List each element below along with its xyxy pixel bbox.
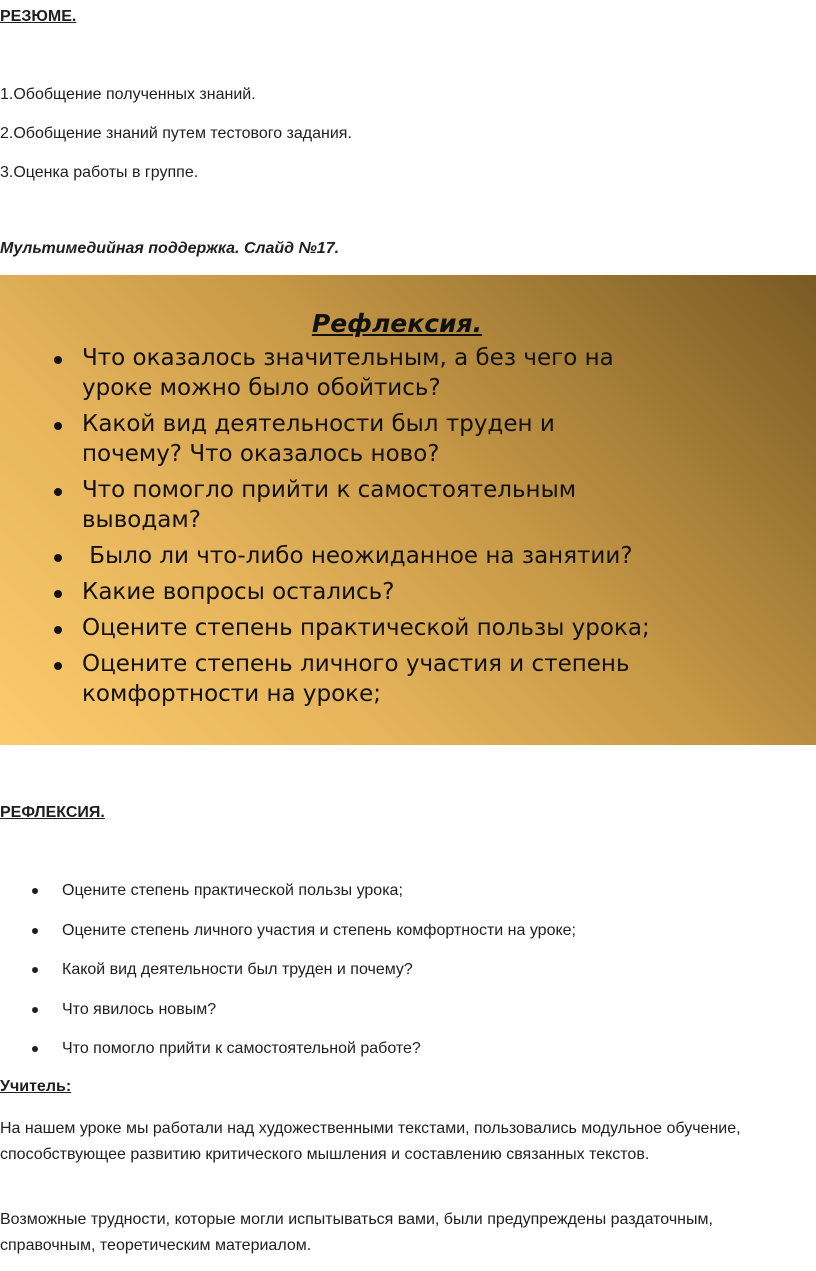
list-item-text: Оцените степень личного участия и степень комфортности на уроке; bbox=[62, 921, 576, 939]
teacher-paragraph-2: Возможные трудности, которые могли испытываться вами, были предупреждены раздаточным, справочным, теоретическим материалом. bbox=[0, 1211, 713, 1254]
media-caption: Мультимедийная поддержка. Слайд №17. bbox=[0, 240, 340, 257]
bullet-icon bbox=[54, 488, 62, 496]
slide-item-line: Оцените степень практической пользы урока; bbox=[82, 615, 650, 641]
slide-item bbox=[0, 475, 816, 535]
slide-item-line: Какие вопросы остались? bbox=[82, 579, 395, 605]
slide-item-line: Было ли что-либо неожиданное на занятии? bbox=[82, 543, 633, 569]
slide-item-line: Оцените степень личного участия и степень bbox=[82, 651, 630, 677]
resume-item-3: 3.Оценка работы в группе. bbox=[0, 164, 199, 181]
slide-list bbox=[0, 343, 816, 715]
list-item-text: Что помогло прийти к самостоятельной работе? bbox=[62, 1040, 421, 1057]
slide-item-line: Какой вид деятельности был труден и bbox=[82, 411, 555, 437]
reflection-list bbox=[0, 880, 576, 1078]
slide-item-line: выводам? bbox=[82, 507, 201, 533]
reflection-heading: РЕФЛЕКСИЯ. bbox=[0, 804, 105, 821]
teacher-paragraph-1: На нашем уроке мы работали над художественными текстами, пользовались модульное обучение, способствующее развитию критического мышления и составлению связанных текстов. bbox=[0, 1120, 741, 1163]
bullet-icon bbox=[32, 928, 38, 934]
slide-item bbox=[0, 343, 816, 403]
bullet-icon bbox=[54, 554, 62, 562]
bullet-icon bbox=[54, 422, 62, 430]
list-item-text: Какой вид деятельности был труден и почему? bbox=[62, 961, 413, 978]
list-item bbox=[0, 920, 576, 960]
list-item-text: Оцените степень практической пользы урока; bbox=[62, 882, 403, 899]
resume-item-1: 1.Обобщение полученных знаний. bbox=[0, 86, 256, 103]
slide-item-line: почему? Что оказалось ново? bbox=[82, 441, 440, 467]
slide-title: Рефлексия. bbox=[311, 309, 483, 338]
bullet-icon bbox=[32, 1046, 38, 1052]
bullet-icon bbox=[54, 626, 62, 634]
slide-image bbox=[0, 275, 816, 745]
slide-item bbox=[0, 613, 816, 643]
slide-item bbox=[0, 649, 816, 709]
resume-item-2: 2.Обобщение знаний путем тестового задания. bbox=[0, 125, 352, 142]
slide-item bbox=[0, 541, 816, 571]
bullet-icon bbox=[32, 1007, 38, 1013]
bullet-icon bbox=[32, 888, 38, 894]
list-item bbox=[0, 1038, 576, 1078]
teacher-heading: Учитель: bbox=[0, 1078, 72, 1095]
list-item-text: Что явилось новым? bbox=[62, 1000, 217, 1018]
slide-item-line: Что оказалось значительным, а без чего на bbox=[82, 345, 614, 371]
bullet-icon bbox=[54, 662, 62, 670]
list-item bbox=[0, 959, 576, 999]
slide-item-line: комфортности на уроке; bbox=[82, 681, 381, 707]
list-item bbox=[0, 880, 576, 920]
resume-heading: РЕЗЮМЕ. bbox=[0, 8, 77, 25]
slide-item bbox=[0, 577, 816, 607]
bullet-icon bbox=[54, 356, 62, 364]
slide-item-line: Что помогло прийти к самостоятельным bbox=[82, 477, 577, 503]
bullet-icon bbox=[32, 967, 38, 973]
bullet-icon bbox=[54, 590, 62, 598]
slide-item bbox=[0, 409, 816, 469]
slide-item-line: уроке можно было обойтись? bbox=[82, 375, 441, 401]
list-item bbox=[0, 999, 576, 1039]
